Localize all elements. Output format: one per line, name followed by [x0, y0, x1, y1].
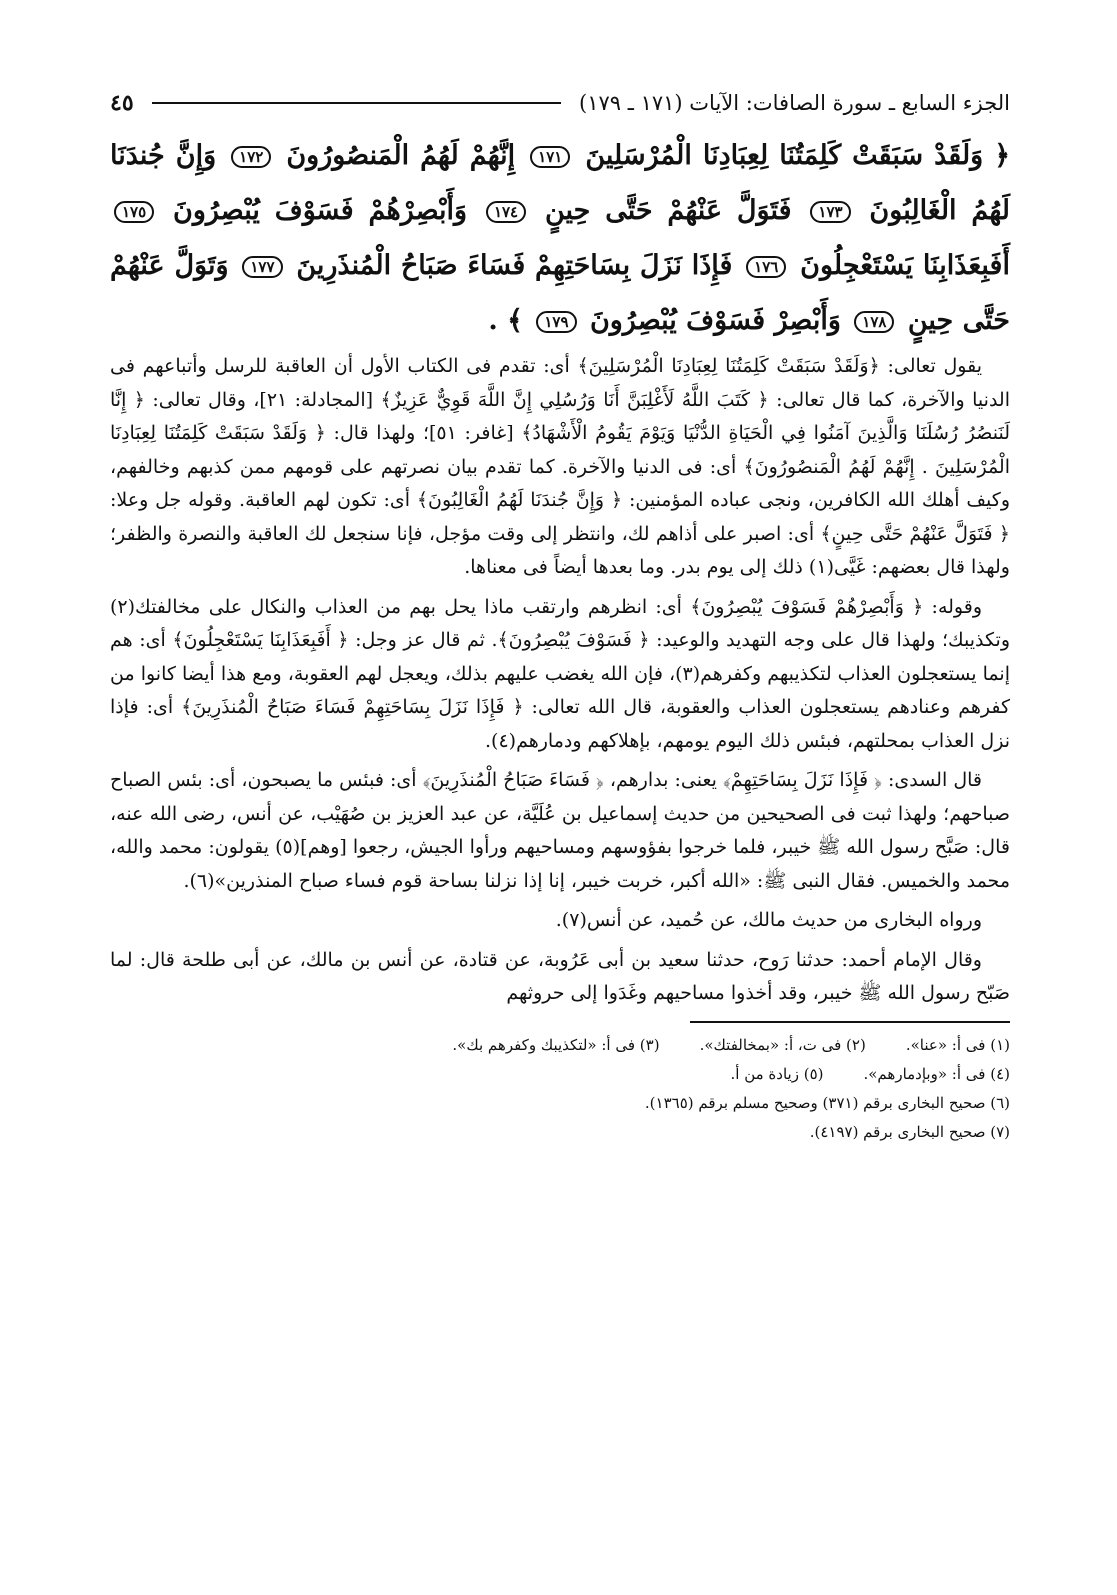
footnote: (٦) صحيح البخارى برقم (٣٧١) وصحيح مسلم برقم (١٣٦٥).: [644, 1093, 1010, 1112]
footnotes: [110, 1031, 1010, 1147]
footnote: (٤) فى أ: «وبإدمارهم».: [863, 1064, 1010, 1083]
verse-number: ١٧٩: [536, 311, 576, 333]
header-rule: [152, 102, 561, 104]
verse-number: ١٧٤: [486, 201, 526, 223]
footnote: (٥) زيادة من أ.: [730, 1064, 824, 1083]
verse-number: ١٧٧: [242, 256, 282, 278]
footnote: (١) فى أ: «عنا».: [905, 1035, 1010, 1054]
paragraph: يقول تعالى: ﴿وَلَقَدْ سَبَقَتْ كَلِمَتُنَا لِعِبَادِنَا الْمُرْسَلِينَ﴾ أى: تقدم فى الكتاب الأول أن العاقبة للرسل وأتباعهم فى الدنيا والآخرة، كما قال تعالى: ﴿ كَتَبَ اللَّهُ لَأَغْلِبَنَّ أَنَا وَرُسُلِي إِنَّ اللَّهَ قَوِيٌّ عَزِيزٌ﴾ [المجادلة: ٢١]، وقال تعالى: ﴿ إِنَّا لَنَنصُرُ رُسُلَنَا وَالَّذِينَ آمَنُوا فِي الْحَيَاةِ الدُّنْيَا وَيَوْمَ يَقُومُ الْأَشْهَادُ﴾ [غافر: ٥١]؛ ولهذا قال: ﴿ وَلَقَدْ سَبَقَتْ كَلِمَتُنَا لِعِبَادِنَا الْمُرْسَلِينَ . إِنَّهُمْ لَهُمُ الْمَنصُورُونَ﴾ أى: فى الدنيا والآخرة. كما تقدم بيان نصرتهم على قومهم ممن كذبهم وخالفهم، وكيف أهلك الله الكافرين، ونجى عباده المؤمنين: ﴿ وَإِنَّ جُندَنَا لَهُمُ الْغَالِبُونَ﴾ أى: تكون لهم العاقبة. وقوله جل وعلا: ﴿ فَتَوَلَّ عَنْهُمْ حَتَّى حِينٍ﴾ أى: اصبر على أذاهم لك، وانتظر إلى وقت مؤجل، فإنا سنجعل لك العاقبة والنصرة والظفر؛ ولهذا قال بعضهم: غَيَّى(١) ذلك إلى يوم بدر. وما بعدها أيضاً فى معناها.: [110, 355, 1010, 578]
footnote: (٣) فى أ: «لتكذيبك وكفرهم بك».: [452, 1035, 660, 1054]
page: [110, 86, 1010, 1147]
verse-text: وَإِنَّ جُندَنَا لَهُمُ الْغَالِبُونَ: [110, 140, 1011, 226]
paragraph: وقوله: ﴿ وَأَبْصِرْهُمْ فَسَوْفَ يُبْصِرُونَ﴾ أى: انظرهم وارتقب ماذا يحل بهم من العذاب والنكال على مخالفتك(٢) وتكذيبك؛ ولهذا قال على وجه التهديد والوعيد: ﴿ فَسَوْفَ يُبْصِرُونَ﴾. ثم قال عز وجل: ﴿ أَفَبِعَذَابِنَا يَسْتَعْجِلُونَ﴾ أى: هم إنما يستعجلون العذاب لتكذيبهم وكفرهم(٣)، فإن الله يغضب عليهم بذلك، ويعجل لهم العقوبة، ومع هذا أيضا كانوا من كفرهم وعنادهم يستعجلون العذاب والعقوبة، قال الله تعالى: ﴿ فَإِذَا نَزَلَ بِسَاحَتِهِمْ فَسَاءَ صَبَاحُ الْمُنذَرِينَ﴾ أى: فإذا نزل العذاب بمحلتهم، فبئس ذلك اليوم يومهم، بإهلاكهم ودمارهم(٤).: [110, 595, 1010, 752]
commentary-body: [110, 350, 1010, 1011]
verse-number: ١٧٥: [114, 201, 154, 223]
footnote-row: [110, 1060, 1010, 1089]
verse-text: أَفَبِعَذَابِنَا يَسْتَعْجِلُونَ: [800, 250, 1010, 281]
footnote: (٧) صحيح البخارى برقم (٤١٩٧).: [809, 1122, 1010, 1141]
verse-text: وَأَبْصِرْ فَسَوْفَ يُبْصِرُونَ: [589, 305, 841, 336]
verse-text: وَأَبْصِرْهُمْ فَسَوْفَ يُبْصِرُونَ: [173, 195, 468, 226]
paragraph: وقال الإمام أحمد: حدثنا رَوح، حدثنا سعيد بن أبى عَرُوبة، عن قتادة، عن أنس بن مالك، عن أبى طلحة قال: لما صَبّح رسول الله ﷺ خيبر، وقد أخذوا مساحيهم وغَدَوا إلى حروثهم: [110, 948, 1010, 1004]
verse-text: وَتَوَلَّ عَنْهُمْ حَتَّى حِينٍ: [110, 250, 1010, 336]
verse-text: ﴾ .: [488, 305, 523, 336]
verse-number: ١٧١: [530, 146, 570, 168]
verse-number: ١٧٦: [746, 256, 786, 278]
footnote: (٢) فى ت، أ: «بمخالفتك».: [699, 1035, 866, 1054]
footnote-divider: [690, 1021, 1010, 1023]
verse-text: فَإِذَا نَزَلَ بِسَاحَتِهِمْ فَسَاءَ صَبَاحُ الْمُنذَرِينَ: [296, 250, 733, 281]
verse-text: ﴿ وَلَقَدْ سَبَقَتْ كَلِمَتُنَا لِعِبَادِنَا الْمُرْسَلِينَ: [585, 140, 1011, 171]
verse-number: ١٧٢: [231, 146, 271, 168]
page-number: ٤٥: [110, 90, 134, 116]
quran-verses: [110, 128, 1010, 348]
footnote-row: [110, 1031, 1010, 1060]
paragraph: قال السدى: ﴿ فَإِذَا نَزَلَ بِسَاحَتِهِمْ﴾ يعنى: بدارهم، ﴿ فَسَاءَ صَبَاحُ الْمُنذَرِينَ﴾ أى: فبئس ما يصبحون، أى: بئس الصباح صباحهم؛ ولهذا ثبت فى الصحيحين من حديث إسماعيل بن عُلَيَّة، عن عبد العزيز بن صُهَيْب، عن أنس، رضى الله عنه، قال: صَبَّح رسول الله ﷺ خيبر، فلما خرجوا بفؤوسهم ومساحيهم ورأوا الجيش، رجعوا [وهم](٥) يقولون: محمد والله، محمد والخميس. فقال النبى ﷺ: «الله أكبر، خربت خيبر، إنا إذا نزلنا بساحة قوم فساء صباح المنذرين»(٦).: [110, 769, 1010, 892]
header-title: الجزء السابع ـ سورة الصافات: الآيات (١٧١ ـ ١٧٩): [579, 91, 1010, 115]
verse-text: إِنَّهُمْ لَهُمُ الْمَنصُورُونَ: [286, 140, 516, 171]
verse-number: ١٧٣: [810, 201, 850, 223]
verse-number: ١٧٨: [854, 311, 894, 333]
verse-text: فَتَوَلَّ عَنْهُمْ حَتَّى حِينٍ: [544, 195, 792, 226]
running-header: [110, 86, 1010, 120]
paragraph: ورواه البخارى من حديث مالك، عن حُميد، عن أنس(٧).: [555, 909, 982, 931]
